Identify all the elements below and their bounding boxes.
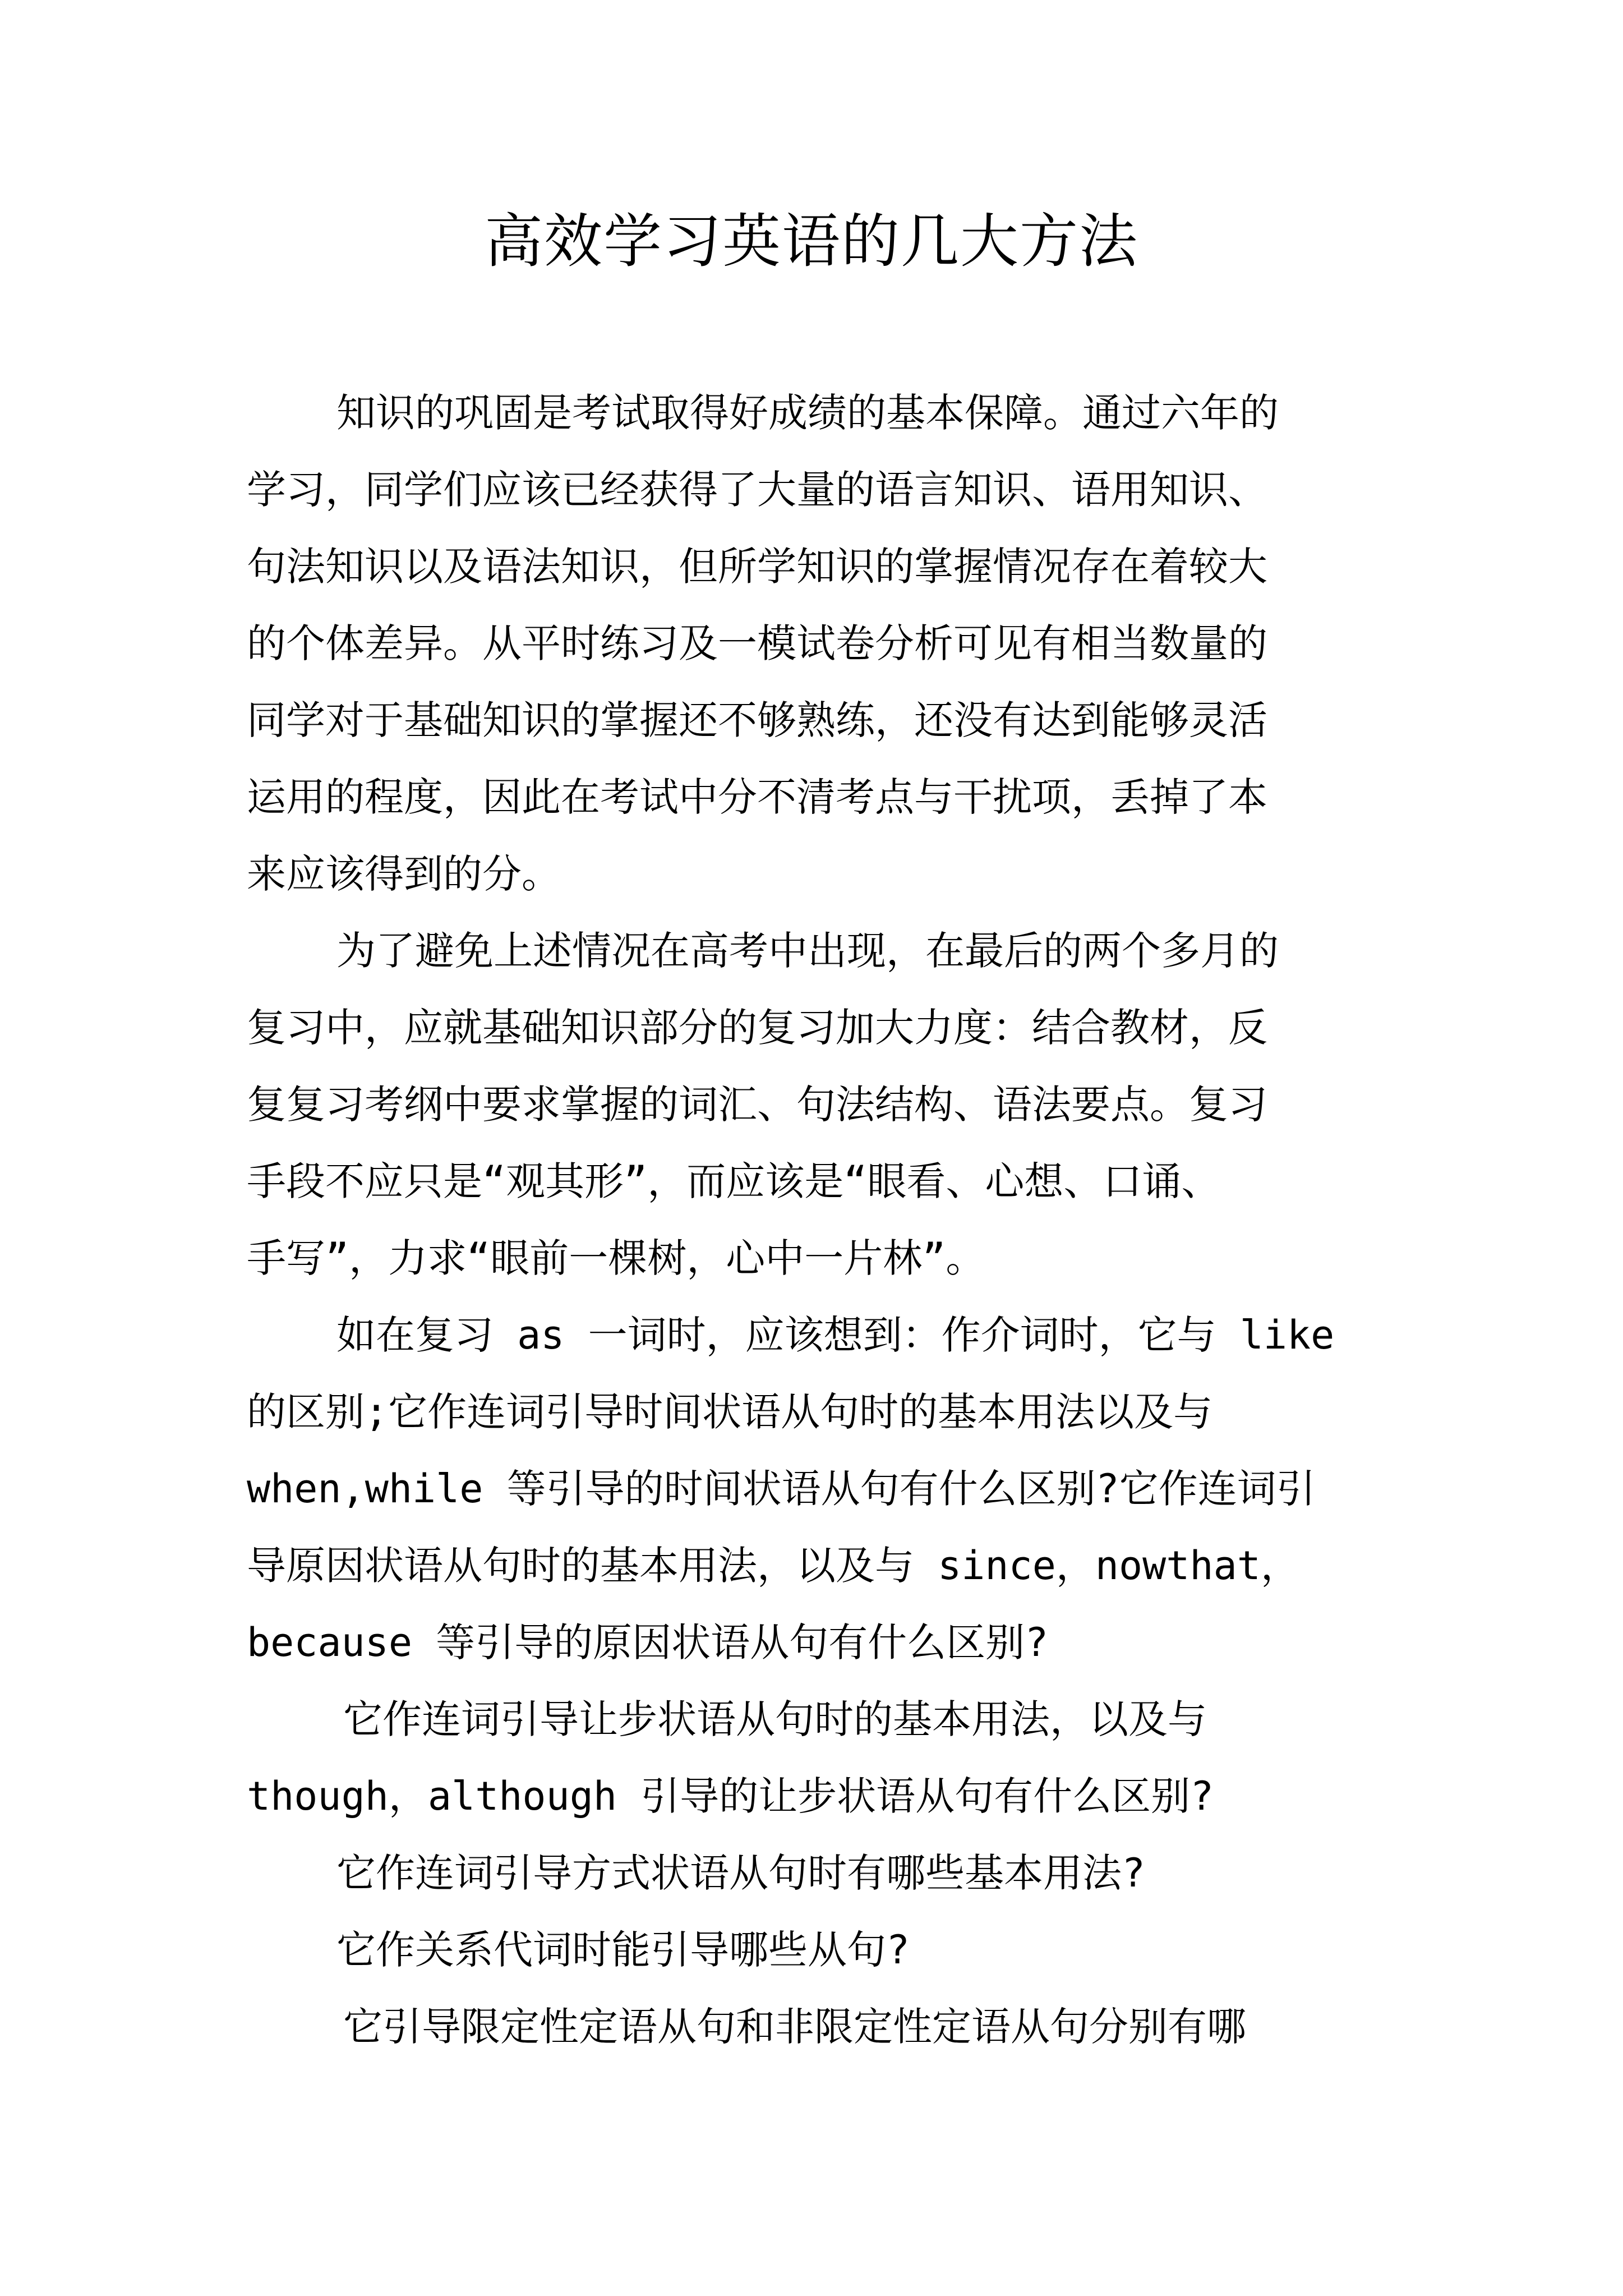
text-line: 知识的巩固是考试取得好成绩的基本保障。通过六年的 <box>336 390 1279 436</box>
text-line: 的个体差异。从平时练习及一模试卷分析可见有相当数量的 <box>247 620 1267 666</box>
text-line: 它作关系代词时能引导哪些从句? <box>336 1927 910 1973</box>
paragraph-3 <box>247 1297 1385 1681</box>
document-title: 高效学习英语的几大方法 <box>484 207 1138 275</box>
text-line: 导原因状语从句时的基本用法，以及与 since，nowthat， <box>247 1543 1300 1589</box>
text-line: 的区别;它作连词引导时间状语从句时的基本用法以及与 <box>247 1389 1213 1435</box>
text-line: 它作连词引导让步状语从句时的基本用法，以及与 <box>343 1696 1207 1742</box>
text-line: 复复习考纲中要求掌握的词汇、句法结构、语法要点。复习 <box>247 1082 1267 1128</box>
paragraph-6 <box>247 1912 1385 1989</box>
text-line: though，although 引导的让步状语从句有什么区别? <box>247 1773 1214 1819</box>
text-line: 同学对于基础知识的掌握还不够熟练，还没有达到能够灵活 <box>247 697 1267 743</box>
text-line: when,while 等引导的时间状语从句有什么区别?它作连词引 <box>247 1466 1316 1512</box>
text-line: 它引导限定性定语从句和非限定性定语从句分别有哪 <box>343 2004 1246 2050</box>
text-line: 手段不应只是“观其形”，而应该是“眼看、心想、口诵、 <box>247 1158 1221 1204</box>
paragraph-4 <box>247 1681 1385 1835</box>
text-line: 为了避免上述情况在高考中出现，在最后的两个多月的 <box>336 928 1279 974</box>
paragraph-2 <box>247 913 1385 1297</box>
text-line: 如在复习 as 一词时，应该想到：作介词时，它与 like <box>336 1312 1335 1358</box>
text-line: 它作连词引导方式状语从句时有哪些基本用法? <box>336 1850 1146 1896</box>
text-line: 学习，同学们应该已经获得了大量的语言知识、语用知识、 <box>247 467 1267 513</box>
text-line: 来应该得到的分。 <box>247 851 561 897</box>
paragraph-7 <box>247 1989 1385 2065</box>
text-line: because 等引导的原因状语从句有什么区别? <box>247 1619 1049 1665</box>
paragraph-1 <box>247 375 1385 913</box>
text-line: 运用的程度，因此在考试中分不清考点与干扰项，丢掉了本 <box>247 774 1267 820</box>
document-body <box>247 375 1385 2065</box>
text-line: 手写”，力求“眼前一棵树，心中一片林”。 <box>247 1235 985 1281</box>
text-line: 句法知识以及语法知识，但所学知识的掌握情况存在着较大 <box>247 544 1267 590</box>
text-line: 复习中，应就基础知识部分的复习加大力度：结合教材，反 <box>247 1005 1267 1051</box>
paragraph-5 <box>247 1835 1385 1912</box>
